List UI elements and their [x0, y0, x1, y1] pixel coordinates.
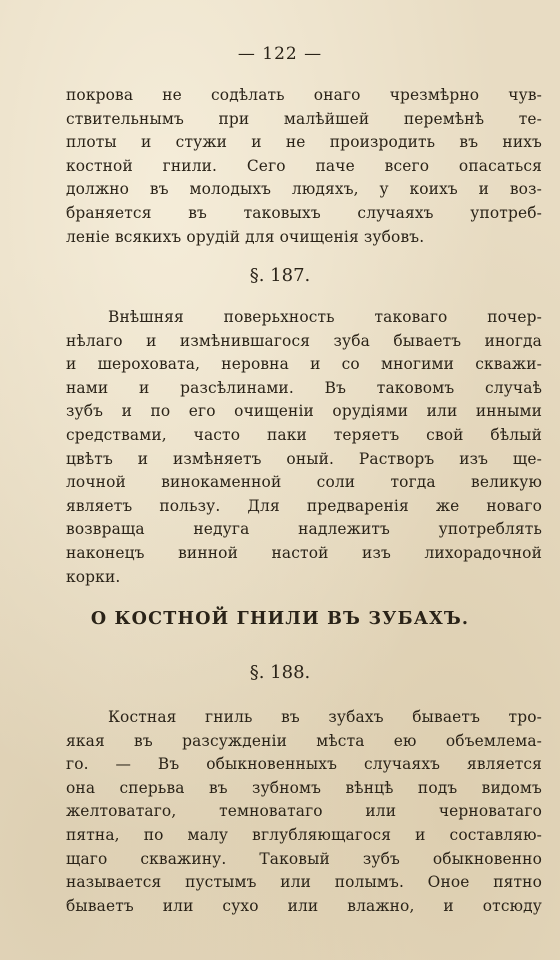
text-line: наконецъ винной настой изъ лихорадочной [66, 543, 542, 562]
text-line: называется пустымъ или полымъ. Оное пятно [66, 873, 542, 892]
text-line: пятна, по малу вглубляющагося и составляю- [66, 825, 542, 844]
chapter-heading: О КОСТНОЙ ГНИЛИ ВЪ ЗУБАХЪ. [90, 609, 470, 629]
text-line: го. — Въ обыкновенныхъ случаяхъ является [66, 755, 542, 774]
text-line: покрова не содѣлать онаго чрезмѣрно чув- [66, 86, 542, 104]
text-line: должно въ молодыхъ людяхъ, у коихъ и воз- [66, 180, 542, 199]
text-line: якая въ разсужденіи мѣста ею объемлема- [66, 731, 542, 750]
text-line: зубъ и по его очищеніи орудіями или инными [66, 402, 542, 421]
text-line: щаго скважину. Таковый зубъ обыкновенно [66, 849, 542, 868]
text-line: нами и разсѣлинами. Въ таковомъ случаѣ [66, 378, 542, 397]
text-line: желтоватаго, темноватаго или черноватаго [66, 802, 542, 821]
text-line: средствами, часто паки теряетъ свой бѣлый [66, 425, 542, 444]
text-line: лочной винокаменной соли тогда великую [66, 473, 542, 492]
section-number-187: §. 187. [249, 265, 311, 286]
text-line: нѣлаго и измѣнившагося зуба бываетъ иногда [66, 331, 542, 350]
text-line: ствительнымъ при малѣйшей перемѣнѣ те- [66, 109, 542, 128]
text-line: плоты и стужи и не произродить въ нихъ [66, 133, 542, 152]
text-line: костной гнили. Сего паче всего опасаться [66, 156, 542, 175]
text-line: корки. [66, 567, 121, 586]
text-line: возвраща недуга надлежитъ употреблять [66, 520, 542, 539]
paragraph-2 [66, 306, 542, 589]
section-number-188: §. 188. [249, 662, 311, 683]
paragraph-3 [66, 706, 542, 918]
text-line: Костная гниль въ зубахъ бываетъ тро- [108, 708, 542, 726]
text-line: цвѣтъ и измѣняетъ оный. Растворъ изъ ще- [66, 449, 542, 468]
text-line: являетъ пользу. Для предваренія же новаго [66, 496, 542, 515]
page-number: — 122 — [237, 44, 323, 64]
text-line: и шероховата, неровна и со многими скважи- [66, 355, 542, 374]
text-line: леніе всякихъ орудій для очищенія зубовъ. [66, 227, 425, 246]
text-line: бываетъ или сухо или влажно, и отсюду [66, 896, 542, 915]
paragraph-1 [66, 84, 542, 249]
text-line: она сперьва въ зубномъ вѣнцѣ подъ видомъ [66, 778, 542, 797]
text-line: браняется въ таковыхъ случаяхъ употреб- [66, 203, 542, 222]
text-line: Внѣшняя поверьхность таковаго почер- [108, 308, 542, 326]
